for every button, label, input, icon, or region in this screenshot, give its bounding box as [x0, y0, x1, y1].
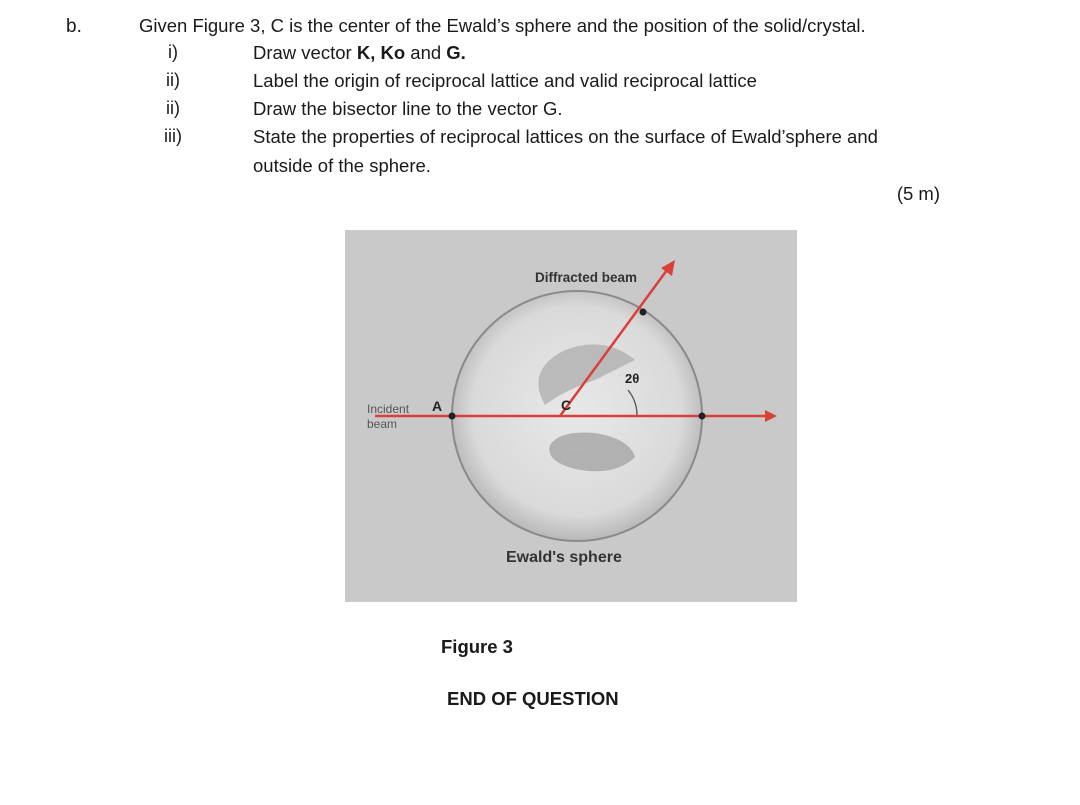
marks-label: (5 m) [896, 183, 940, 204]
label-ewald-sphere: Ewald's sphere [506, 549, 622, 566]
label-diffracted-beam: Diffracted beam [535, 270, 638, 285]
label-point-a: A [432, 398, 443, 414]
item-text-2: Label the origin of reciprocal lattice and valid reciprocal lattice [253, 70, 757, 91]
question-intro: Given Figure 3, C is the center of the Ewald’s sphere and the position of the solid/crystal. [139, 15, 866, 36]
figure-caption: Figure 3 [441, 636, 513, 657]
item-number-1: i) [168, 42, 178, 62]
point-a [449, 413, 456, 420]
item-text-3: Draw the bisector line to the vector G. [253, 98, 563, 119]
item-text-1: Draw vector K, Ko and G. [253, 42, 466, 63]
ewald-sphere-diagram [345, 230, 797, 602]
item-text-4-continued: outside of the sphere. [253, 155, 431, 176]
question-label: b. [66, 16, 82, 37]
item-number-2: ii) [166, 70, 180, 90]
ewald-sphere-figure [345, 230, 797, 602]
label-center-c: C [561, 397, 572, 413]
item-text-4: State the properties of reciprocal lattices on the surface of Ewald’sphere and [253, 126, 878, 147]
end-of-question: END OF QUESTION [447, 688, 619, 709]
item-number-4: iii) [164, 126, 182, 146]
point-right [699, 413, 706, 420]
point-diffraction [640, 309, 647, 316]
item-number-3: ii) [166, 98, 180, 118]
label-incident: Incident [367, 402, 410, 416]
label-beam: beam [367, 417, 398, 431]
label-two-theta: 2θ [625, 371, 640, 386]
